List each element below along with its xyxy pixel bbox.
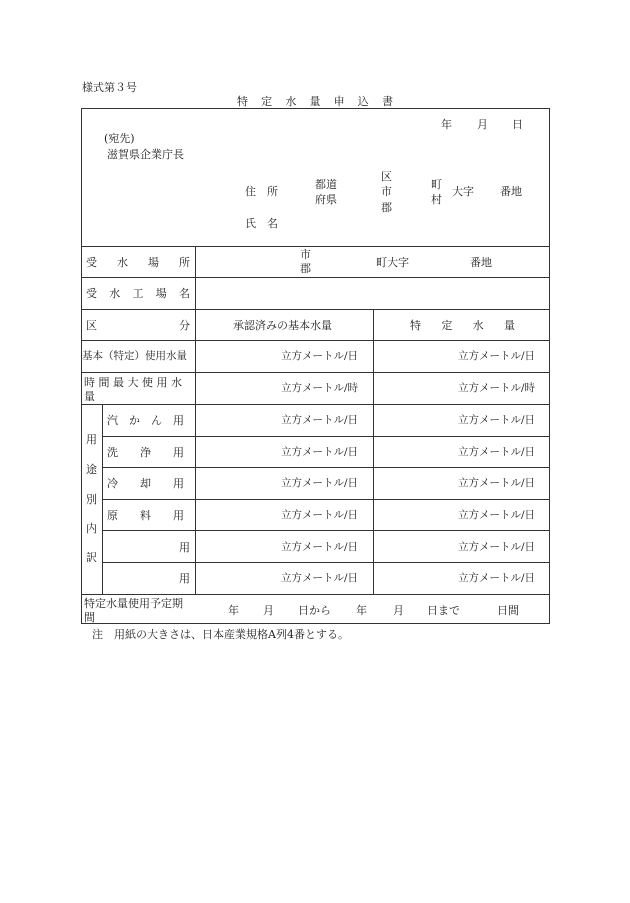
date-year: 年 [441, 118, 452, 131]
period-year-end: 年 [356, 604, 367, 617]
basic-usage-label: 基本（特定）使用水量 [82, 350, 187, 362]
usage-breakdown-char: 内 [86, 522, 97, 535]
period-label-line1: 特定水量使用予定期 [84, 597, 183, 610]
category-label-char: 分 [179, 319, 190, 332]
usage-breakdown-char: 別 [86, 493, 97, 506]
specified-volume-char: 特 [410, 319, 421, 332]
period-month-start: 月 [263, 604, 274, 617]
row-divider [102, 467, 550, 468]
usage-unit-approved: 立方メートル/日 [281, 477, 359, 489]
usage-unit-specified: 立方メートル/日 [458, 572, 536, 584]
specified-volume-char: 定 [441, 319, 453, 332]
col-divider [195, 246, 196, 594]
site-label-char: 場 [148, 256, 159, 269]
period-label-line2: 間 [84, 611, 95, 624]
usage-item-boiler: 汽 か ん 用 [107, 414, 184, 427]
usage-breakdown-char: 途 [86, 463, 97, 476]
prefecture-line2: 府県 [315, 193, 337, 206]
usage-item-other: 用 [179, 541, 190, 554]
title-char: 量 [309, 95, 321, 108]
address-shi: 市 [381, 185, 392, 198]
usage-unit-specified: 立方メートル/日 [458, 414, 536, 426]
col-divider [102, 404, 103, 594]
site-gun: 郡 [300, 262, 311, 275]
factory-label-char: 場 [155, 287, 167, 300]
usage-breakdown-char: 訳 [86, 551, 97, 564]
address-machi: 町 [431, 178, 442, 191]
row-divider [81, 340, 550, 341]
row-divider [81, 277, 550, 278]
row-divider [102, 436, 550, 437]
usage-unit-approved: 立方メートル/日 [281, 541, 359, 553]
footnote: 注 用紙の大きさは、日本産業規格A列4番とする。 [92, 628, 349, 641]
period-month-end: 月 [393, 604, 404, 617]
max-hourly-label-line1: 時 間 最 大 使 用 水 [84, 376, 182, 389]
row-divider [81, 372, 550, 373]
form-number: 様式第３号 [82, 81, 137, 94]
basic-usage-unit-specified: 立方メートル/日 [458, 350, 536, 362]
row-divider [81, 404, 550, 405]
max-hourly-label-line2: 量 [84, 390, 95, 403]
usage-breakdown-char: 用 [86, 433, 97, 446]
category-label-char: 区 [86, 319, 97, 332]
factory-label-char: 受 [86, 287, 97, 300]
form-title [237, 96, 393, 107]
address-mura: 村 [431, 193, 442, 206]
factory-label-char: 名 [179, 287, 190, 300]
usage-item-cleaning: 洗 浄 用 [107, 446, 184, 459]
usage-item-raw-material: 原 料 用 [107, 509, 184, 522]
row-divider [81, 246, 550, 247]
row-divider [102, 530, 550, 531]
row-divider [102, 562, 550, 563]
usage-unit-approved: 立方メートル/日 [281, 509, 359, 521]
site-label-char: 受 [86, 256, 97, 269]
address-banchi: 番地 [500, 185, 522, 198]
addressee-name: 滋賀県企業庁長 [107, 148, 184, 161]
usage-unit-specified: 立方メートル/日 [458, 446, 536, 458]
site-label-char: 所 [179, 256, 190, 269]
site-label-char: 水 [117, 256, 128, 269]
specified-volume-header [410, 320, 515, 331]
title-char: 特 [237, 95, 248, 108]
specified-volume-char: 量 [503, 319, 515, 332]
address-oaza: 大字 [452, 185, 474, 198]
period-year-start: 年 [228, 604, 239, 617]
period-day-to: 日まで [427, 604, 460, 617]
address-ku: 区 [381, 170, 392, 183]
max-hourly-unit-specified: 立方メートル/時 [458, 382, 536, 394]
approved-basic-volume-header: 承認済みの基本水量 [233, 319, 332, 332]
title-char: 水 [285, 95, 297, 108]
address-gun: 郡 [381, 201, 392, 214]
row-divider [102, 499, 550, 500]
site-shi: 市 [300, 248, 311, 261]
usage-unit-approved: 立方メートル/日 [281, 446, 359, 458]
title-char: 込 [357, 95, 369, 108]
row-divider [81, 594, 550, 595]
max-hourly-unit-approved: 立方メートル/時 [281, 382, 359, 394]
factory-label-char: 工 [132, 287, 144, 300]
name-label: 氏 名 [245, 217, 278, 230]
usage-item-other: 用 [179, 572, 190, 585]
usage-unit-specified: 立方メートル/日 [458, 509, 536, 521]
period-days: 日間 [497, 604, 519, 617]
prefecture-line1: 都道 [315, 178, 337, 191]
specified-volume-char: 水 [472, 319, 484, 332]
site-label [86, 257, 190, 268]
site-banchi: 番地 [470, 256, 492, 269]
category-label [86, 320, 190, 331]
date-day: 日 [512, 118, 523, 131]
usage-unit-approved: 立方メートル/日 [281, 572, 359, 584]
factory-label-char: 水 [109, 287, 121, 300]
row-divider [81, 309, 550, 310]
basic-usage-unit-approved: 立方メートル/日 [281, 350, 359, 362]
usage-item-cooling: 冷 却 用 [107, 477, 184, 490]
period-day-from: 日から [298, 604, 331, 617]
address-label: 住 所 [245, 185, 278, 198]
factory-label [86, 288, 190, 299]
usage-unit-approved: 立方メートル/日 [281, 414, 359, 426]
title-char: 申 [333, 95, 345, 108]
col-divider [373, 309, 374, 594]
title-char: 書 [381, 95, 393, 108]
usage-unit-specified: 立方メートル/日 [458, 477, 536, 489]
addressee-prefix: (宛先) [104, 132, 135, 145]
site-machi-oaza: 町大字 [376, 256, 409, 269]
title-char: 定 [261, 95, 273, 108]
usage-unit-specified: 立方メートル/日 [458, 541, 536, 553]
date-month: 月 [477, 118, 488, 131]
